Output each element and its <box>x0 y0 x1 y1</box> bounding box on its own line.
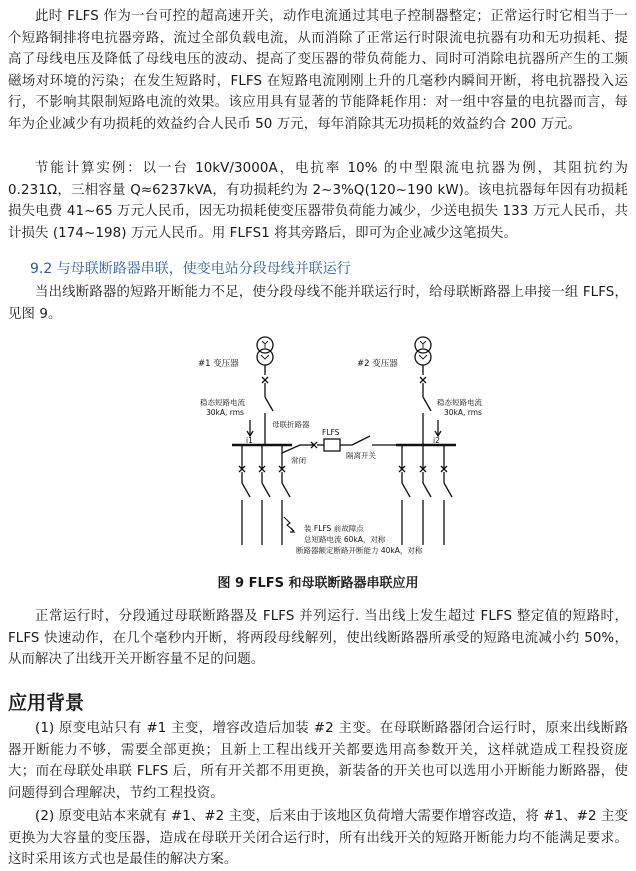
i1-label: i1 <box>246 436 253 445</box>
tie-breaker-label: 母联折路器 <box>272 420 310 429</box>
current-left-line1: 稳态短路电流 <box>200 398 245 407</box>
paragraph-flfs-description: 此时 FLFS 作为一台可控的超高速开关，动作电流通过其电子控制器整定；正常运行时它相当于一个短路铜排将电抗器旁路，流过全部负载电流，从而消除了正常运行时限流电抗器有功和无功损耗、提高了母线电压及降低了母线电压的波动、提高了变压器的带负荷能力、同时可消除电抗器所产生的工频磁场对环境的污染；在发生短路时，FLFS 在短路电流刚刚上升的几毫秒内瞬间开断，将电抗器投入运行，不影响其限制短路电流的效果。该应用具有显著的节能降耗作用：对一组中容量的电抗器而言，每年为企业减少有功损耗的效益约合人民币 50 万元，每年消除其无功损耗的效益约合 200 万元。 <box>8 9 628 132</box>
t1-label: #1 变压器 <box>198 359 239 369</box>
fault-note-line1: 装 FLFS 前故障点 <box>304 524 364 533</box>
i2-label: i2 <box>433 436 440 445</box>
paragraph-series-intro: 当出线断路器的短路开断能力不足，使分段母线不能并联运行时，给母联断路器上串接一组 FLFS，见图 9。 <box>8 285 628 322</box>
normally-closed-label: 常闭 <box>291 456 306 465</box>
t2-label: #2 变压器 <box>357 359 398 369</box>
paragraph-background-1: (1) 原变电站只有 #1 主变，增容改造后加装 #2 主变。在母联断路器闭合运行时，原来出线断路器开断能力不够，需要全部更换；且新上工程出线开关都要选用高参数开关，这样就造成工程投资庞大；而在母联处串联 FLFS 后，所有开关都不用更换，新装备的开关也可以选用小开断能力断路器，使问题得到合理解决，节约工程投资。 <box>8 721 628 801</box>
isolating-switch-label: 隔离开关 <box>346 451 376 460</box>
fault-note-line3: 断路器额定断路开断能力 40kA，对称 <box>296 546 423 555</box>
paragraph-energy-example: 节能计算实例：以一台 10kV/3000A，电抗率 10% 的中型限流电抗器为例，其阻抗约为 0.231Ω，三相容量 Q≈6237kVA，有功损耗约为 2~3%Q(120~190 kW)。该电抗器每年因有功损耗损失电费 41~65 万元人民币，因无功损耗使变压器带负荷能力减少，少送电损失 133 万元人民币，共计损失 (174~198) 万元人民币。用 FLFS1 将其旁路后，即可为企业减少这笔损失。 <box>8 161 628 241</box>
figure-9-diagram <box>0 335 636 570</box>
section-heading-9-2: 9.2 与母联断路器串联，使变电站分段母线并联运行 <box>30 261 351 277</box>
flfs-label: FLFS <box>322 428 340 437</box>
current-left-line2: 30kA, rms <box>206 408 244 417</box>
paragraph-background-2: (2) 原变电站本来就有 #1、#2 主变，后来由于该地区负荷增大需要作增容改造，将 #1、#2 主变更换为大容量的变压器，造成在母联开关闭合运行时，所有出线开关的短路开断能力均不能满足要求。这时采用该方式也是最佳的解决方案。 <box>8 809 628 868</box>
heading-application-background: 应用背景 <box>8 692 85 714</box>
paragraph-normal-operation: 正常运行时，分段通过母联断路器及 FLFS 并列运行. 当出线上发生超过 FLFS 整定值的短路时，FLFS 快速动作，在几个毫秒内开断，将两段母线解列，使出线断路器所承受的短路电流减小约 50%，从而解决了出线开关开断容量不足的问题。 <box>8 609 628 668</box>
figure-caption: 图 9 FLFS 和母联断路器串联应用 <box>217 576 419 591</box>
fault-note-line2: 总短路电流 60kA，对称 <box>304 535 386 544</box>
current-right-line2: 30kA, rms <box>444 408 482 417</box>
current-right-line1: 稳态短路电流 <box>437 398 482 407</box>
